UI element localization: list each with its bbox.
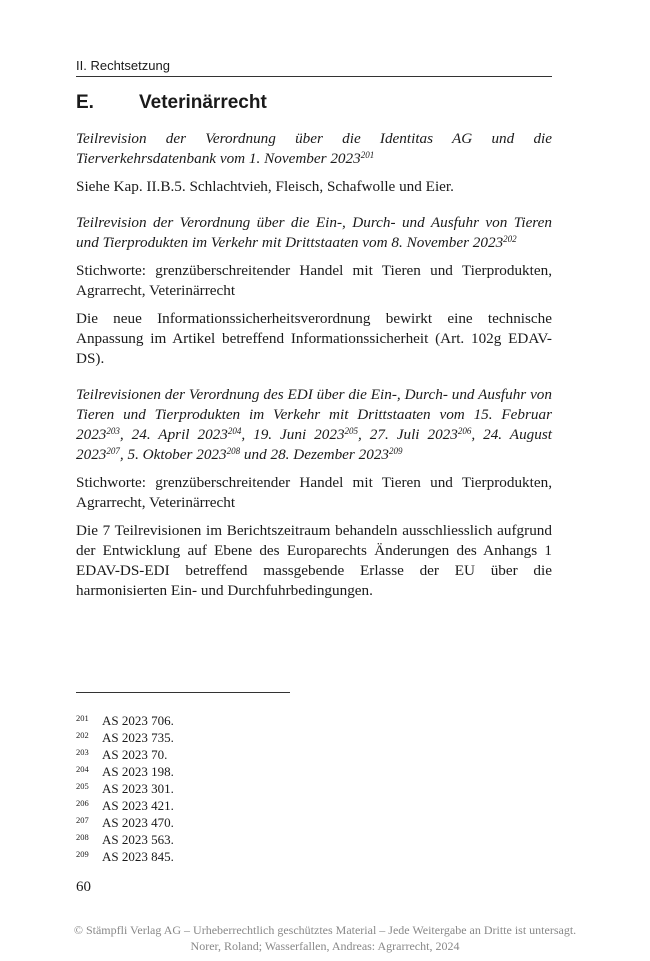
footnote — [76, 761, 174, 778]
footnotes — [76, 710, 174, 863]
entry-paragraph: Die 7 Teilrevisionen im Berichtszeitraum behandeln ausschliesslich aufgrund der Entwicklung auf Ebene des Europarechts Änderungen des Anhangs 1 EDAV-DS-EDI betreffend massgebende Erlasse der EU über die harmonisierten Ein- und Durchfuhrbedingungen. — [76, 522, 552, 599]
footnote-number: 209 — [76, 849, 89, 859]
footnote-number: 201 — [76, 713, 89, 723]
page-number: 60 — [76, 879, 91, 895]
entry-title-text: und 28. Dezember 2023 — [240, 446, 390, 463]
entry-title-text: , 19. Juni 2023 — [241, 426, 345, 443]
entry-keywords: Stichworte: grenzüberschreitender Handel mit Tieren und Tierprodukten, Agrarrecht, Veterinärrecht — [76, 262, 552, 299]
footnote-number: 207 — [76, 815, 89, 825]
footnote — [76, 727, 174, 744]
main-content — [76, 129, 552, 601]
watermark-line: Norer, Roland; Wasserfallen, Andreas: Agrarrecht, 2024 — [190, 939, 460, 953]
footnote-number: 206 — [76, 798, 89, 808]
footnote — [76, 778, 174, 795]
footnote-text: AS 2023 845. — [102, 849, 174, 864]
footnote-divider — [76, 692, 290, 693]
entry-title-text: , 27. Juli 2023 — [358, 426, 458, 443]
footnote-text: AS 2023 706. — [102, 713, 174, 728]
footnote — [76, 744, 174, 761]
entry-title — [76, 213, 552, 253]
entry-paragraph: Siehe Kap. II.B.5. Schlachtvieh, Fleisch, Schafwolle und Eier. — [76, 178, 454, 195]
footnote-text: AS 2023 421. — [102, 798, 174, 813]
footnote-text: AS 2023 735. — [102, 730, 174, 745]
footnote — [76, 829, 174, 846]
copyright-watermark — [0, 922, 650, 954]
footnote-ref: 204 — [227, 426, 242, 436]
footnote-ref: 202 — [503, 234, 517, 244]
footnote — [76, 812, 174, 829]
footnote-text: AS 2023 563. — [102, 832, 174, 847]
entry-title — [76, 129, 552, 169]
entry-paragraph: Die neue Informationssicherheitsverordnung bewirkt eine technische Anpassung im Artikel betreffend Informationssicherheit (Art. 102g EDAV-DS). — [76, 310, 552, 367]
footnote-number: 203 — [76, 747, 89, 757]
entry-title-text: Teilrevisionen der Verordnung des EDI über die Ein-, Durch- und Ausfuhr von Tieren und Tierprodukten im Verkehr mit Drittstaaten vom 15. Februar 2023 — [76, 386, 552, 443]
footnote-number: 208 — [76, 832, 89, 842]
entry-title-text: , 24. August 2023 — [76, 426, 552, 463]
entry-title-text: , 5. Oktober 2023 — [119, 446, 227, 463]
footnote-ref: 206 — [457, 426, 472, 436]
footnote-text: AS 2023 198. — [102, 764, 174, 779]
footnote-number: 204 — [76, 764, 89, 774]
footnote — [76, 710, 174, 727]
footnote — [76, 846, 174, 863]
entry-title-text: Teilrevision der Verordnung über die Identitas AG und die Tierverkehrsdatenbank vom 1. November 2023 — [76, 130, 552, 167]
entry-title-text: , 24. April 2023 — [119, 426, 228, 443]
entry-keywords: Stichworte: grenzüberschreitender Handel mit Tieren und Tierprodukten, Agrarrecht, Veterinärrecht — [76, 474, 552, 511]
footnote-text: AS 2023 70. — [102, 747, 168, 762]
section-heading — [76, 92, 267, 114]
footnote-number: 202 — [76, 730, 89, 740]
footnote-ref: 205 — [344, 426, 359, 436]
footnote-ref: 209 — [389, 446, 403, 456]
footnote-ref: 201 — [360, 150, 375, 160]
section-title: Veterinärrecht — [139, 92, 267, 113]
entry-title-text: Teilrevision der Verordnung über die Ein-, Durch- und Ausfuhr von Tieren und Tierprodukten im Verkehr mit Drittstaaten vom 8. November 2023 — [76, 214, 552, 251]
footnote — [76, 795, 174, 812]
section-number: E. — [76, 92, 94, 113]
footnote-ref: 203 — [106, 426, 120, 436]
footnote-number: 205 — [76, 781, 89, 791]
running-head: II. Rechtsetzung — [76, 58, 552, 77]
footnote-ref: 208 — [226, 446, 241, 456]
footnote-text: AS 2023 301. — [102, 781, 174, 796]
footnote-text: AS 2023 470. — [102, 815, 174, 830]
entry-title — [76, 385, 552, 465]
footnote-ref: 207 — [106, 446, 120, 456]
watermark-line: © Stämpfli Verlag AG – Urheberrechtlich geschütztes Material – Jede Weitergabe an Dritte ist untersagt. — [73, 923, 577, 937]
